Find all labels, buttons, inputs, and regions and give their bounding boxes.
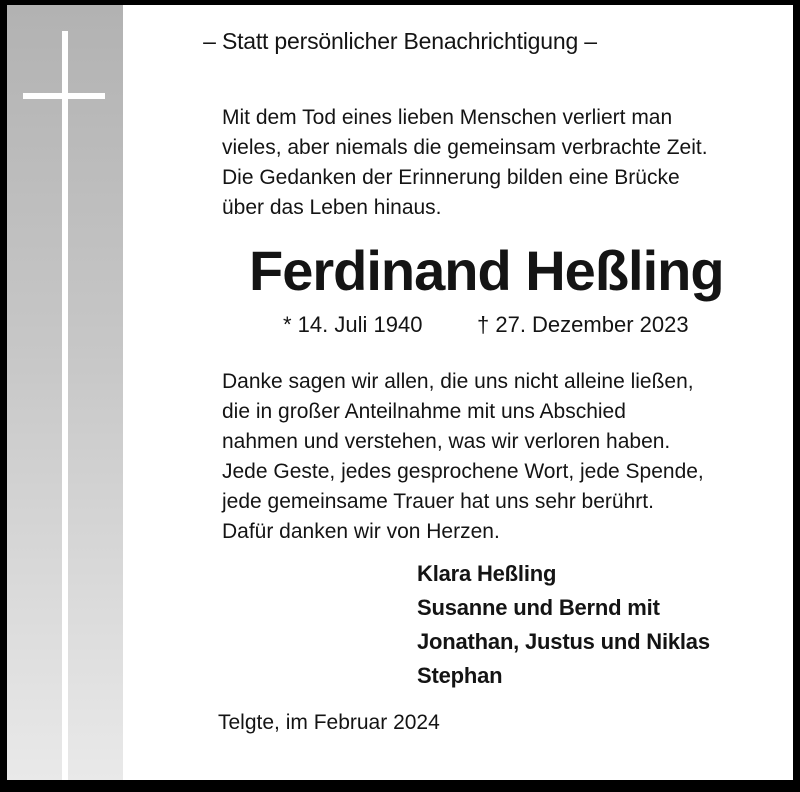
pre-announcement-line: – Statt persönlicher Benachrichtigung – — [203, 28, 597, 54]
intro-paragraph — [222, 103, 708, 223]
text-line: Klara Heßling — [417, 561, 557, 586]
text-line: Jonathan, Justus und Niklas — [417, 629, 710, 654]
memorial-strip — [7, 5, 123, 780]
text-line: Die Gedanken der Erinnerung bilden eine Brücke — [222, 166, 680, 189]
text-line: jede gemeinsame Trauer hat uns sehr berührt. — [222, 490, 654, 513]
birth-date: * 14. Juli 1940 — [283, 312, 423, 337]
cross-vertical-bar — [62, 31, 68, 780]
text-line: Mit dem Tod eines lieben Menschen verliert man — [222, 106, 673, 129]
mourners-signatures — [417, 557, 710, 693]
notice-body — [7, 5, 793, 780]
text-line: über das Leben hinaus. — [222, 196, 442, 219]
thanks-paragraph — [222, 367, 704, 547]
death-date: † 27. Dezember 2023 — [477, 312, 689, 337]
text-line: Dafür danken wir von Herzen. — [222, 520, 500, 543]
cross-horizontal-bar — [23, 93, 105, 99]
text-line: Danke sagen wir allen, die uns nicht alleine ließen, — [222, 370, 694, 393]
place-date-line: Telgte, im Februar 2024 — [218, 711, 440, 734]
text-line: Susanne und Bernd mit — [417, 595, 660, 620]
text-line: vieles, aber niemals die gemeinsam verbrachte Zeit. — [222, 136, 708, 159]
text-line: Stephan — [417, 663, 503, 688]
text-line: die in großer Anteilnahme mit uns Abschied — [222, 400, 626, 423]
deceased-name: Ferdinand Heßling — [249, 239, 724, 302]
text-line: Jede Geste, jedes gesprochene Wort, jede Spende, — [222, 460, 704, 483]
text-line: nahmen und verstehen, was wir verloren haben. — [222, 430, 671, 453]
